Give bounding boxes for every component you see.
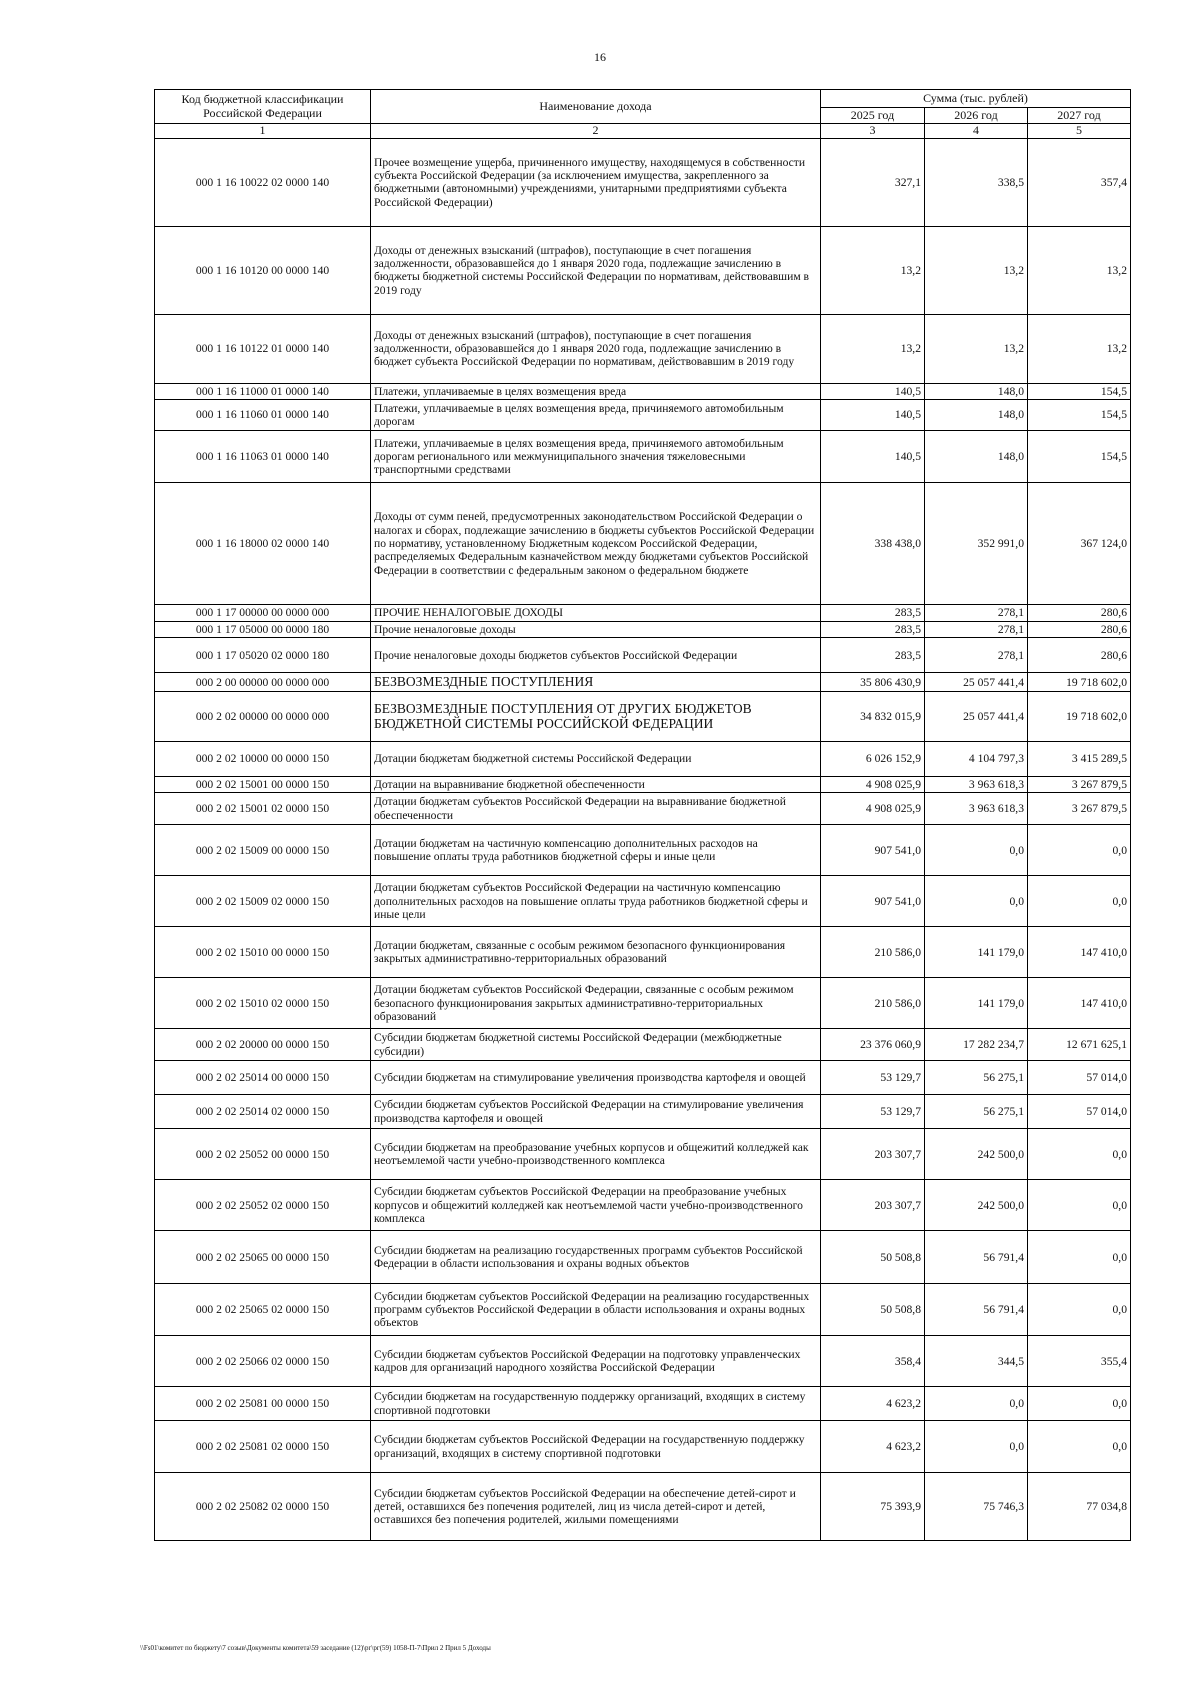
table-row: [155, 1095, 1131, 1129]
row-code: 000 2 02 15010 00 0000 150: [155, 927, 371, 978]
row-value-2025: 283,5: [821, 605, 925, 622]
row-name: Субсидии бюджетам субъектов Российской Федерации на преобразование учебных корпусов и общежитий колледжей как неотъемлемой части учебно-производственного комплекса: [371, 1180, 821, 1231]
row-value-2026: 0,0: [925, 825, 1028, 876]
col-number-5: 5: [1028, 124, 1131, 139]
row-name: Субсидии бюджетам на преобразование учебных корпусов и общежитий колледжей как неотъемлемой части учебно-производственного комплекса: [371, 1129, 821, 1180]
row-code: 000 1 17 00000 00 0000 000: [155, 605, 371, 622]
header-code: Код бюджетной классификации Российской Федерации: [155, 90, 371, 124]
table-row: [155, 1473, 1131, 1541]
row-value-2026: 278,1: [925, 638, 1028, 673]
row-value-2027: 154,5: [1028, 400, 1131, 431]
row-value-2027: 357,4: [1028, 138, 1131, 226]
row-value-2026: 3 963 618,3: [925, 776, 1028, 792]
row-code: 000 2 02 20000 00 0000 150: [155, 1029, 371, 1061]
row-code: 000 2 02 25081 02 0000 150: [155, 1421, 371, 1473]
table-row: [155, 1129, 1131, 1180]
table-row: [155, 1284, 1131, 1336]
row-value-2026: 25 057 441,4: [925, 673, 1028, 692]
row-name: Дотации бюджетам, связанные с особым режимом безопасного функционирования закрытых административно-территориальных образований: [371, 927, 821, 978]
row-value-2026: 25 057 441,4: [925, 691, 1028, 741]
table-row: [155, 1029, 1131, 1061]
row-value-2027: 19 718 602,0: [1028, 691, 1131, 741]
table-row: [155, 1336, 1131, 1387]
row-code: 000 2 02 25065 02 0000 150: [155, 1284, 371, 1336]
row-name: Субсидии бюджетам субъектов Российской Федерации на подготовку управленческих кадров для организаций народного хозяйства Российской Федерации: [371, 1336, 821, 1387]
row-value-2026: 338,5: [925, 138, 1028, 226]
row-value-2026: 56 791,4: [925, 1284, 1028, 1336]
table-row: [155, 691, 1131, 741]
row-value-2026: 278,1: [925, 622, 1028, 638]
row-name: Прочие неналоговые доходы бюджетов субъектов Российской Федерации: [371, 638, 821, 673]
row-code: 000 2 02 25065 00 0000 150: [155, 1231, 371, 1284]
row-value-2027: 57 014,0: [1028, 1061, 1131, 1095]
row-name: Платежи, уплачиваемые в целях возмещения вреда, причиняемого автомобильным дорогам: [371, 400, 821, 431]
row-value-2026: 3 963 618,3: [925, 793, 1028, 825]
row-code: 000 1 17 05000 00 0000 180: [155, 622, 371, 638]
row-value-2026: 0,0: [925, 876, 1028, 927]
row-value-2026: 13,2: [925, 226, 1028, 314]
row-code: 000 2 02 15009 02 0000 150: [155, 876, 371, 927]
col-number-1: 1: [155, 124, 371, 139]
row-value-2026: 344,5: [925, 1336, 1028, 1387]
table-row: [155, 483, 1131, 605]
table-row: [155, 622, 1131, 638]
row-value-2027: 3 267 879,5: [1028, 793, 1131, 825]
row-code: 000 2 02 25082 02 0000 150: [155, 1473, 371, 1541]
table-row: [155, 383, 1131, 399]
row-code: 000 1 16 10122 01 0000 140: [155, 314, 371, 383]
row-name: Дотации на выравнивание бюджетной обеспеченности: [371, 776, 821, 792]
row-code: 000 1 16 11000 01 0000 140: [155, 383, 371, 399]
row-value-2026: 0,0: [925, 1387, 1028, 1421]
row-value-2025: 23 376 060,9: [821, 1029, 925, 1061]
row-value-2025: 140,5: [821, 383, 925, 399]
row-name: Дотации бюджетам на частичную компенсацию дополнительных расходов на повышение оплаты труда работников бюджетной сферы и иные цели: [371, 825, 821, 876]
row-value-2025: 6 026 152,9: [821, 741, 925, 776]
row-code: 000 2 02 25014 02 0000 150: [155, 1095, 371, 1129]
row-value-2027: 12 671 625,1: [1028, 1029, 1131, 1061]
row-value-2027: 280,6: [1028, 638, 1131, 673]
col-number-2: 2: [371, 124, 821, 139]
row-value-2026: 242 500,0: [925, 1129, 1028, 1180]
row-value-2026: 278,1: [925, 605, 1028, 622]
row-value-2026: 242 500,0: [925, 1180, 1028, 1231]
row-value-2027: 0,0: [1028, 1231, 1131, 1284]
table-row: [155, 1231, 1131, 1284]
row-value-2025: 4 623,2: [821, 1421, 925, 1473]
row-value-2026: 17 282 234,7: [925, 1029, 1028, 1061]
row-name: Платежи, уплачиваемые в целях возмещения вреда: [371, 383, 821, 399]
row-value-2025: 907 541,0: [821, 825, 925, 876]
row-value-2027: 367 124,0: [1028, 483, 1131, 605]
row-name: Дотации бюджетам бюджетной системы Российской Федерации: [371, 741, 821, 776]
row-value-2027: 13,2: [1028, 314, 1131, 383]
footer-file-path: \\Fs01\комитет по бюджету\7 созыв\Документы комитета\59 заседание (12)\рг\рг(59) 1058-П-7\Прил 2 Прил 5 Доходы: [140, 1644, 491, 1652]
row-value-2025: 4 623,2: [821, 1387, 925, 1421]
row-value-2026: 56 791,4: [925, 1231, 1028, 1284]
row-value-2027: 0,0: [1028, 876, 1131, 927]
row-value-2025: 34 832 015,9: [821, 691, 925, 741]
row-value-2025: 75 393,9: [821, 1473, 925, 1541]
row-value-2027: 154,5: [1028, 383, 1131, 399]
row-name: ПРОЧИЕ НЕНАЛОГОВЫЕ ДОХОДЫ: [371, 605, 821, 622]
row-name: Прочее возмещение ущерба, причиненного имуществу, находящемуся в собственности субъекта Российской Федерации (за исключением имущества, закрепленного за бюджетными (автономными) учреждениями, унитарными предприятиями субъекта Российской Федерации): [371, 138, 821, 226]
row-value-2027: 147 410,0: [1028, 927, 1131, 978]
row-code: 000 2 02 25081 00 0000 150: [155, 1387, 371, 1421]
table-row: [155, 638, 1131, 673]
row-value-2025: 140,5: [821, 431, 925, 483]
row-name: Прочие неналоговые доходы: [371, 622, 821, 638]
row-name: Субсидии бюджетам субъектов Российской Федерации на реализацию государственных программ субъектов Российской Федерации в области использования и охраны водных объектов: [371, 1284, 821, 1336]
header-name: Наименование дохода: [371, 90, 821, 124]
row-code: 000 2 02 15001 02 0000 150: [155, 793, 371, 825]
row-value-2026: 4 104 797,3: [925, 741, 1028, 776]
header-year-2025: 2025 год: [821, 108, 925, 124]
row-name: Субсидии бюджетам на государственную поддержку организаций, входящих в систему спортивной подготовки: [371, 1387, 821, 1421]
row-code: 000 1 16 10120 00 0000 140: [155, 226, 371, 314]
row-name: Субсидии бюджетам на реализацию государственных программ субъектов Российской Федерации в области использования и охраны водных объектов: [371, 1231, 821, 1284]
col-number-4: 4: [925, 124, 1028, 139]
col-number-3: 3: [821, 124, 925, 139]
row-value-2027: 57 014,0: [1028, 1095, 1131, 1129]
budget-table: [154, 89, 1131, 1541]
table-row: [155, 226, 1131, 314]
row-value-2025: 35 806 430,9: [821, 673, 925, 692]
row-value-2027: 0,0: [1028, 825, 1131, 876]
row-value-2027: 0,0: [1028, 1284, 1131, 1336]
row-value-2025: 4 908 025,9: [821, 793, 925, 825]
row-name: Дотации бюджетам субъектов Российской Федерации на выравнивание бюджетной обеспеченности: [371, 793, 821, 825]
header-year-2026: 2026 год: [925, 108, 1028, 124]
table-row: [155, 1421, 1131, 1473]
row-value-2027: 280,6: [1028, 605, 1131, 622]
table-row: [155, 793, 1131, 825]
table-row: [155, 927, 1131, 978]
row-code: 000 1 16 11063 01 0000 140: [155, 431, 371, 483]
row-value-2027: 0,0: [1028, 1180, 1131, 1231]
row-name: Субсидии бюджетам субъектов Российской Федерации на государственную поддержку организаций, входящих в систему спортивной подготовки: [371, 1421, 821, 1473]
row-value-2026: 75 746,3: [925, 1473, 1028, 1541]
row-value-2026: 0,0: [925, 1421, 1028, 1473]
row-value-2025: 4 908 025,9: [821, 776, 925, 792]
page-number: 16: [594, 50, 606, 64]
row-value-2025: 338 438,0: [821, 483, 925, 605]
row-value-2026: 148,0: [925, 383, 1028, 399]
row-name: Дотации бюджетам субъектов Российской Федерации, связанные с особым режимом безопасного функционирования закрытых административно-территориальных образований: [371, 978, 821, 1029]
row-code: 000 2 02 15010 02 0000 150: [155, 978, 371, 1029]
row-value-2027: 355,4: [1028, 1336, 1131, 1387]
row-name: БЕЗВОЗМЕЗДНЫЕ ПОСТУПЛЕНИЯ: [371, 673, 821, 692]
row-name: Доходы от сумм пеней, предусмотренных законодательством Российской Федерации о налогах и сборах, подлежащие зачислению в бюджеты субъектов Российской Федерации по нормативу, установленному Бюджетным кодексом Российской Федерации, распределяемых Федеральным казначейством между бюджетами субъектов Российской Федерации в соответствии с федеральным законом о федеральном бюджете: [371, 483, 821, 605]
row-value-2025: 327,1: [821, 138, 925, 226]
row-value-2025: 140,5: [821, 400, 925, 431]
row-value-2025: 210 586,0: [821, 978, 925, 1029]
row-value-2026: 148,0: [925, 431, 1028, 483]
row-value-2027: 280,6: [1028, 622, 1131, 638]
table-row: [155, 776, 1131, 792]
row-value-2025: 50 508,8: [821, 1231, 925, 1284]
row-value-2026: 141 179,0: [925, 927, 1028, 978]
row-code: 000 2 02 15001 00 0000 150: [155, 776, 371, 792]
row-code: 000 2 02 15009 00 0000 150: [155, 825, 371, 876]
row-value-2027: 3 415 289,5: [1028, 741, 1131, 776]
row-value-2027: 13,2: [1028, 226, 1131, 314]
row-name: Субсидии бюджетам субъектов Российской Федерации на стимулирование увеличения производства картофеля и овощей: [371, 1095, 821, 1129]
row-value-2026: 56 275,1: [925, 1061, 1028, 1095]
row-code: 000 2 02 10000 00 0000 150: [155, 741, 371, 776]
table-row: [155, 400, 1131, 431]
table-row: [155, 314, 1131, 383]
row-value-2025: 203 307,7: [821, 1129, 925, 1180]
header-year-2027: 2027 год: [1028, 108, 1131, 124]
table-row: [155, 978, 1131, 1029]
row-value-2027: 0,0: [1028, 1421, 1131, 1473]
row-code: 000 2 02 25014 00 0000 150: [155, 1061, 371, 1095]
row-value-2025: 358,4: [821, 1336, 925, 1387]
table-row: [155, 876, 1131, 927]
row-code: 000 1 16 18000 02 0000 140: [155, 483, 371, 605]
row-name: БЕЗВОЗМЕЗДНЫЕ ПОСТУПЛЕНИЯ ОТ ДРУГИХ БЮДЖЕТОВ БЮДЖЕТНОЙ СИСТЕМЫ РОССИЙСКОЙ ФЕДЕРАЦИИ: [371, 691, 821, 741]
table-row: [155, 1180, 1131, 1231]
table-row: [155, 431, 1131, 483]
row-value-2025: 53 129,7: [821, 1095, 925, 1129]
header-sum: Сумма (тыс. рублей): [821, 90, 1131, 108]
row-value-2025: 283,5: [821, 622, 925, 638]
row-value-2027: 0,0: [1028, 1387, 1131, 1421]
row-code: 000 2 02 25052 02 0000 150: [155, 1180, 371, 1231]
table-row: [155, 605, 1131, 622]
table-row: [155, 138, 1131, 226]
row-value-2026: 352 991,0: [925, 483, 1028, 605]
row-value-2027: 19 718 602,0: [1028, 673, 1131, 692]
table-row: [155, 1061, 1131, 1095]
row-code: 000 2 02 00000 00 0000 000: [155, 691, 371, 741]
table-row: [155, 741, 1131, 776]
table-body: [155, 138, 1131, 1541]
row-value-2025: 907 541,0: [821, 876, 925, 927]
row-value-2027: 3 267 879,5: [1028, 776, 1131, 792]
row-value-2025: 13,2: [821, 314, 925, 383]
row-value-2026: 148,0: [925, 400, 1028, 431]
row-value-2027: 0,0: [1028, 1129, 1131, 1180]
row-name: Доходы от денежных взысканий (штрафов), поступающие в счет погашения задолженности, образовавшейся до 1 января 2020 года, подлежащие зачислению в бюджет субъекта Российской Федерации по нормативам, действовавшим в 2019 году: [371, 314, 821, 383]
row-code: 000 1 16 11060 01 0000 140: [155, 400, 371, 431]
row-code: 000 2 02 25066 02 0000 150: [155, 1336, 371, 1387]
row-value-2025: 203 307,7: [821, 1180, 925, 1231]
table-row: [155, 825, 1131, 876]
row-value-2026: 141 179,0: [925, 978, 1028, 1029]
table-row: [155, 1387, 1131, 1421]
row-code: 000 2 02 25052 00 0000 150: [155, 1129, 371, 1180]
row-name: Доходы от денежных взысканий (штрафов), поступающие в счет погашения задолженности, образовавшейся до 1 января 2020 года, подлежащие зачислению в бюджеты бюджетной системы Российской Федерации по нормативам, действовавшим в 2019 году: [371, 226, 821, 314]
row-value-2027: 77 034,8: [1028, 1473, 1131, 1541]
row-value-2025: 210 586,0: [821, 927, 925, 978]
row-name: Субсидии бюджетам на стимулирование увеличения производства картофеля и овощей: [371, 1061, 821, 1095]
row-value-2025: 50 508,8: [821, 1284, 925, 1336]
row-value-2025: 53 129,7: [821, 1061, 925, 1095]
row-code: 000 2 00 00000 00 0000 000: [155, 673, 371, 692]
row-value-2025: 283,5: [821, 638, 925, 673]
row-value-2027: 154,5: [1028, 431, 1131, 483]
row-code: 000 1 17 05020 02 0000 180: [155, 638, 371, 673]
table-row: [155, 673, 1131, 692]
row-value-2025: 13,2: [821, 226, 925, 314]
row-name: Платежи, уплачиваемые в целях возмещения вреда, причиняемого автомобильным дорогам регионального или межмуниципального значения тяжеловесными транспортными средствами: [371, 431, 821, 483]
row-value-2026: 13,2: [925, 314, 1028, 383]
row-value-2026: 56 275,1: [925, 1095, 1028, 1129]
row-name: Субсидии бюджетам субъектов Российской Федерации на обеспечение детей-сирот и детей, оставшихся без попечения родителей, лиц из числа детей-сирот и детей, оставшихся без попечения родителей, жилыми помещениями: [371, 1473, 821, 1541]
row-name: Субсидии бюджетам бюджетной системы Российской Федерации (межбюджетные субсидии): [371, 1029, 821, 1061]
row-code: 000 1 16 10022 02 0000 140: [155, 138, 371, 226]
row-value-2027: 147 410,0: [1028, 978, 1131, 1029]
row-name: Дотации бюджетам субъектов Российской Федерации на частичную компенсацию дополнительных расходов на повышение оплаты труда работников бюджетной сферы и иные цели: [371, 876, 821, 927]
